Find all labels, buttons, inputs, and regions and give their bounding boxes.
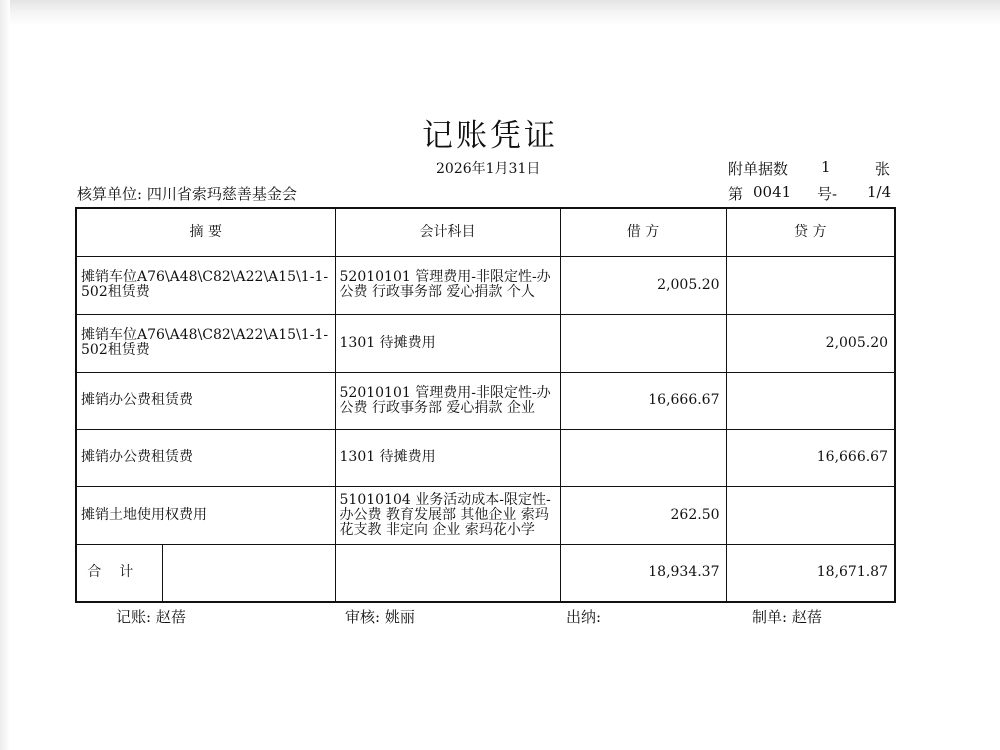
row-debit: 262.50 <box>560 486 726 544</box>
unit-label: 核算单位: <box>77 185 143 203</box>
row-account: 52010101 管理费用-非限定性-办公费 行政事务部 爱心捐款 个人 <box>335 256 560 314</box>
voucher-no: 0041 <box>753 183 792 201</box>
row-summary: 摊销办公费租赁费 <box>76 429 335 486</box>
voucher-title: 记账凭证 <box>422 118 558 154</box>
voucher-suffix: 号- <box>817 185 838 203</box>
total-label: 合计 <box>76 544 162 602</box>
row-debit: 16,666.67 <box>560 372 726 429</box>
table-row <box>76 314 895 372</box>
table-row <box>76 256 895 314</box>
attachment-number: 1 <box>821 158 831 176</box>
row-summary: 摊销车位A76\A48\C82\A22\A15\1-1-502租赁费 <box>76 314 335 372</box>
row-summary: 摊销车位A76\A48\C82\A22\A15\1-1-502租赁费 <box>76 256 335 314</box>
row-debit <box>560 429 726 486</box>
row-summary: 摊销土地使用权费用 <box>76 486 335 544</box>
row-account: 51010104 业务活动成本-限定性-办公费 教育发展部 其他企业 索玛花支教 非定向 企业 索玛花小学 <box>335 486 560 544</box>
table-row <box>76 372 895 429</box>
scan-shadow-left <box>0 0 10 750</box>
attachment-count <box>728 158 893 179</box>
total-row <box>76 544 895 602</box>
accounting-unit <box>77 183 297 204</box>
attachment-label: 附单据数 <box>728 160 789 178</box>
total-debit: 18,934.37 <box>560 544 726 602</box>
voucher-date: 2026年1月31日 <box>436 161 541 177</box>
row-credit: 16,666.67 <box>726 429 895 486</box>
preparer-signature: 制单: 赵蓓 <box>752 608 822 626</box>
row-account: 52010101 管理费用-非限定性-办公费 行政事务部 爱心捐款 企业 <box>335 372 560 429</box>
total-blank-account <box>335 544 560 602</box>
voucher-prefix: 第 <box>728 185 744 203</box>
total-credit: 18,671.87 <box>726 544 895 602</box>
cashier-signature: 出纳: <box>566 608 602 626</box>
header-summary: 摘 要 <box>76 208 335 256</box>
total-blank-summary <box>162 544 335 602</box>
row-credit <box>726 486 895 544</box>
table-row <box>76 486 895 544</box>
reviewer-signature: 审核: 姚丽 <box>345 608 415 626</box>
unit-name: 四川省索玛慈善基金会 <box>146 185 297 203</box>
row-debit <box>560 314 726 372</box>
row-credit <box>726 372 895 429</box>
row-account: 1301 待摊费用 <box>335 314 560 372</box>
attachment-unit: 张 <box>875 160 891 178</box>
voucher-page: 1/4 <box>867 183 892 201</box>
voucher-number <box>728 183 893 204</box>
row-debit: 2,005.20 <box>560 256 726 314</box>
scan-shadow-top <box>0 0 1000 26</box>
table-row <box>76 429 895 486</box>
table-header-row <box>76 208 895 256</box>
header-account: 会计科目 <box>335 208 560 256</box>
row-summary: 摊销办公费租赁费 <box>76 372 335 429</box>
header-credit: 贷 方 <box>726 208 895 256</box>
voucher-table <box>75 207 896 603</box>
bookkeeper-signature: 记账: 赵蓓 <box>116 608 186 626</box>
row-account: 1301 待摊费用 <box>335 429 560 486</box>
header-debit: 借 方 <box>560 208 726 256</box>
row-credit: 2,005.20 <box>726 314 895 372</box>
row-credit <box>726 256 895 314</box>
